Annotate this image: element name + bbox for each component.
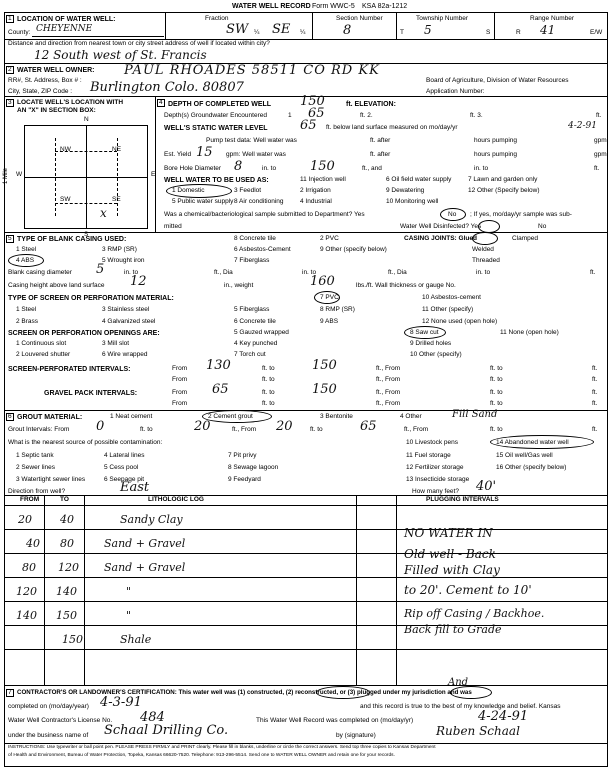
bore-in-to: in. to — [262, 165, 277, 172]
section-3-title-1: LOCATE WELL'S LOCATION WITH — [17, 99, 124, 106]
casing-weight-value[interactable]: 160 — [310, 274, 335, 289]
gravel-ft-to: ft. to — [262, 389, 275, 396]
plug-note[interactable]: Back fill to Grade — [404, 623, 502, 636]
log-row-to[interactable]: 150 — [56, 609, 77, 622]
contam-insecticide[interactable]: 13 Insecticide storage — [406, 476, 470, 483]
casing-in-to-3: in. to — [476, 269, 491, 276]
opening-continuous[interactable]: 1 Continuous slot — [16, 340, 67, 347]
gravel-ft-from-2: ft., From — [376, 400, 401, 407]
screen-fiberglass[interactable]: 5 Fiberglass — [234, 306, 270, 313]
log-row-to[interactable]: 80 — [60, 537, 74, 550]
casing-rmp[interactable]: 3 RMP (SR) — [102, 246, 137, 253]
gw-1-label: 1 — [288, 112, 292, 119]
how-many-label: How many feet? — [412, 488, 459, 495]
grout-ft-from-2: ft., From — [404, 426, 429, 433]
casing-other[interactable]: 9 Other (specify below) — [320, 246, 387, 253]
gravel-ft-to-2: ft. to — [490, 389, 503, 396]
opening-saw-cut[interactable]: 8 Saw cut — [410, 329, 439, 336]
gravel-ft-to-4: ft. to — [490, 400, 503, 407]
and-mark: And — [448, 677, 469, 688]
log-lithologic-header: LITHOLOGIC LOG — [148, 496, 204, 503]
log-row-from[interactable]: 20 — [18, 513, 32, 526]
screen-rmp[interactable]: 8 RMP (SR) — [320, 306, 355, 313]
signature[interactable]: Ruben Schaal — [436, 724, 520, 738]
log-row-from[interactable]: 120 — [16, 585, 37, 598]
casing-diameter-value[interactable]: 5 — [96, 262, 105, 277]
pump-ft-after: ft. after — [370, 137, 391, 144]
grout-from-value[interactable]: 0 — [96, 419, 105, 434]
township-value[interactable]: 5 — [424, 23, 432, 37]
completed-value[interactable]: 4-3-91 — [100, 695, 142, 710]
nw-label: NW — [60, 146, 71, 153]
section-2-title: WATER WELL OWNER: — [17, 67, 95, 74]
log-row-to[interactable]: 150' — [62, 633, 87, 646]
grout-ft-to-2: ft. to — [310, 426, 323, 433]
screen-stainless[interactable]: 3 Stainless steel — [102, 306, 150, 313]
city-label: City, State, ZIP Code : — [8, 88, 73, 95]
screen-steel[interactable]: 1 Steel — [16, 306, 37, 313]
section-1-number: 1 — [8, 15, 12, 22]
perf-from-label: From — [172, 365, 188, 372]
business-label: under the business name of — [8, 732, 89, 739]
perf-intervals-label: SCREEN-PERFORATED INTERVALS: — [8, 366, 131, 373]
application-number-label: Application Number: — [426, 88, 485, 95]
log-row-to[interactable]: 120 — [58, 561, 79, 574]
fraction-label: Fraction — [205, 15, 229, 22]
section-5-number: 5 — [8, 235, 12, 242]
west-label: W — [16, 171, 23, 178]
joint-clamped[interactable]: Clamped — [512, 235, 539, 242]
perf-ft-from: ft., From — [376, 365, 401, 372]
casing-pvc[interactable]: 4 ABS — [16, 257, 35, 264]
log-from-header: FROM — [20, 496, 40, 503]
contam-abandoned[interactable]: 14 Abandoned water well — [496, 439, 569, 446]
joint-welded[interactable]: Welded — [472, 246, 494, 253]
gravel-from-label-2: From — [172, 400, 188, 407]
pump-gpm: gpm — [594, 137, 607, 144]
screen-concrete[interactable]: 6 Concrete tile — [234, 318, 276, 325]
range-value[interactable]: 41 — [540, 23, 556, 37]
bore-diameter-value[interactable]: 8 — [234, 159, 243, 174]
use-other[interactable]: 12 Other (Specify below) — [468, 187, 540, 194]
section-3-title-2: AN "X" IN SECTION BOX: — [17, 107, 96, 114]
casing-abs[interactable]: 5 Wrought iron — [102, 257, 145, 264]
plugged-circle — [450, 686, 492, 699]
use-public[interactable]: 11 Injection well — [300, 176, 346, 183]
grout-neat[interactable]: 1 Neat cement — [110, 413, 153, 420]
chem-no-circle — [440, 208, 466, 221]
abandoned-circle — [490, 435, 594, 449]
contam-other[interactable]: 16 Other (specify below) — [496, 464, 567, 471]
use-monitoring[interactable]: 10 Monitoring well — [386, 198, 439, 205]
casing-joints-label[interactable]: CASING JOINTS: Glued — [404, 235, 477, 242]
contam-oil[interactable]: 15 Oil well/Gas well — [496, 452, 553, 459]
opening-other[interactable]: 10 Other (specify) — [410, 351, 462, 358]
casing-weight-label: in., weight — [224, 282, 254, 289]
grout-intervals-label: Grout Intervals: From — [8, 426, 70, 433]
groundwater-value[interactable]: 65 — [308, 106, 325, 121]
distance-value[interactable]: 12 South west of St. Francis — [34, 48, 207, 62]
screen-asbestos[interactable]: 10 Asbestos-cement — [422, 294, 481, 301]
groundwater-label: Depth(s) Groundwater Encountered — [164, 112, 267, 119]
bore-label: Bore Hole Diameter — [164, 165, 222, 172]
section-4-number: 4 — [159, 99, 163, 106]
grout-ft-from: ft., From — [232, 426, 257, 433]
sw-label: SW — [60, 196, 71, 203]
cement-grout-circle — [202, 410, 272, 423]
quarter-2-value[interactable]: SE — [272, 22, 291, 37]
opening-gauzed[interactable]: 5 Gauzed wrapped — [234, 329, 289, 336]
grout-other[interactable]: 4 Other — [400, 413, 422, 420]
range-label: Range Number — [530, 15, 575, 22]
use-feedlot[interactable]: 3 Feedlot — [234, 187, 262, 194]
screen-other[interactable]: 11 Other (specify) — [422, 306, 474, 313]
contam-lateral[interactable]: 4 Lateral lines — [104, 452, 145, 459]
address-label: RR#, St. Address, Box # : — [8, 77, 82, 84]
screen-brass[interactable]: 2 Brass — [16, 318, 39, 325]
distance-label: Distance and direction from nearest town or city street address of well if located within city? — [8, 40, 270, 47]
perf-ft-to-2: ft. to — [490, 365, 503, 372]
contam-label: What is the nearest source of possible contamination: — [8, 439, 163, 446]
log-row-to[interactable]: 40 — [60, 513, 74, 526]
constructed-circle — [316, 686, 370, 699]
chem-tail: ; If yes, mo/day/yr sample was sub- — [470, 211, 572, 218]
grout-title: GROUT MATERIAL: — [17, 414, 83, 421]
bore-in-to-2: in. to — [474, 165, 489, 172]
plug-note[interactable]: Filled with Clay — [404, 563, 500, 577]
grout-to-value[interactable]: 20 — [194, 419, 211, 434]
use-oil[interactable]: 2 Irrigation — [300, 187, 331, 194]
contam-cess[interactable]: 5 Cess pool — [104, 464, 139, 471]
use-irrigation[interactable]: 5 Public water supply — [172, 198, 234, 205]
contam-septic[interactable]: 1 Septic tank — [16, 452, 54, 459]
static-level-label: WELL'S STATIC WATER LEVEL — [164, 125, 268, 132]
log-to-header: TO — [60, 496, 69, 503]
east-label: E — [151, 171, 156, 178]
yield-hours: hours pumping — [474, 151, 517, 158]
yield-label: Est. Yield — [164, 151, 192, 158]
contam-lagoon[interactable]: 8 Sewage lagoon — [228, 464, 279, 471]
perf-from-value[interactable]: 130 — [206, 358, 231, 373]
pvc-circle — [8, 254, 44, 267]
use-domestic[interactable]: 1 Domestic — [172, 187, 205, 194]
township-s: S — [486, 29, 491, 36]
well-location-mark[interactable]: x — [100, 206, 107, 220]
glued-circle — [472, 232, 498, 245]
casing-concrete[interactable]: 2 PVC — [320, 235, 339, 242]
ne-label: NE — [112, 146, 122, 153]
casing-ft-dia-2: ft., Dia — [388, 269, 407, 276]
casing-ft-end: ft. — [590, 269, 596, 276]
quarter-mark-2: ¼ — [300, 29, 306, 36]
contam-seepage[interactable]: 6 Seepage pit — [104, 476, 145, 483]
plug-note[interactable]: to 20'. Cement to 10' — [404, 583, 532, 597]
gravel-ft-end-2: ft. — [592, 400, 598, 407]
grout-ft-to: ft. to — [140, 426, 153, 433]
certification-text: CONTRACTOR'S OR LANDOWNER'S CERTIFICATION: This water well was (1) constructed, (2) reconstructed, or (3) plugged under my jurisdiction and was — [17, 689, 472, 696]
section-6-number: 6 — [8, 413, 12, 420]
log-row-from[interactable]: 140 — [16, 609, 37, 622]
completed-label: completed on (mo/day/year) — [8, 703, 89, 710]
board-label: Board of Agriculture, Division of Water Resources — [426, 77, 569, 84]
direction-value[interactable]: East — [120, 480, 150, 495]
owner-value[interactable]: PAUL RHOADES 58511 CO RD KK — [124, 63, 380, 78]
instructions-line-1: INSTRUCTIONS: Use typewriter or ball point pen. PLEASE PRESS FIRMLY and PRINT clearly. Please fill in blanks, underline or circle the correct answers. Send top three copies to Kansas Department — [8, 745, 436, 750]
screen-galvanized[interactable]: 4 Galvanized steel — [102, 318, 156, 325]
perf-ft-end-2: ft. — [592, 376, 598, 383]
screen-none[interactable]: 12 None used (open hole) — [422, 318, 498, 325]
disinfected-no[interactable]: No — [538, 223, 547, 230]
perf-ft-end: ft. — [592, 365, 598, 372]
perf-to-value[interactable]: 150 — [312, 358, 337, 373]
grout-ft-to-3: ft. to — [490, 426, 503, 433]
township-label: Township Number — [416, 15, 469, 22]
casing-asbestos[interactable]: 6 Asbestos-Cement — [234, 246, 291, 253]
chem-label: Was a chemical/bacteriological sample submitted to Department? Yes — [164, 211, 365, 218]
contam-pit[interactable]: 7 Pit privy — [228, 452, 257, 459]
bore-to-value[interactable]: 150 — [310, 159, 335, 174]
quarter-1-value[interactable]: SW — [226, 22, 249, 37]
plug-note[interactable]: Old well - Back — [404, 547, 496, 561]
quarter-mark-1: ¼ — [254, 29, 260, 36]
bore-ft-and: ft., and — [362, 165, 382, 172]
opening-wire[interactable]: 4 Key punched — [234, 340, 278, 347]
section-7-number: 7 — [8, 689, 12, 696]
depth-label: DEPTH OF COMPLETED WELL — [168, 101, 272, 108]
license-value[interactable]: 484 — [140, 710, 165, 725]
township-t: T — [400, 29, 404, 36]
gw-2-label: ft. 2. — [360, 112, 373, 119]
static-level-value[interactable]: 65 — [300, 118, 317, 133]
ksa-number: KSA 82a-1212 — [362, 3, 408, 10]
perf-ft-from-2: ft., From — [376, 376, 401, 383]
form-number: Form WWC-5 — [312, 3, 355, 10]
screen-title: TYPE OF SCREEN OR PERFORATION MATERIAL: — [8, 295, 174, 302]
grout-to2-value[interactable]: 65 — [360, 419, 377, 434]
certification-text-2: and this record is true to the best of my knowledge and belief. Kansas — [360, 703, 561, 710]
chem-no[interactable]: No — [448, 211, 457, 218]
grout-from2-value[interactable]: 20 — [276, 419, 293, 434]
log-row-from[interactable]: 40 — [26, 537, 40, 550]
contam-livestock[interactable]: 10 Livestock pens — [406, 439, 459, 446]
direction-label: Direction from well? — [8, 488, 66, 495]
elevation-label: ft. ELEVATION: — [346, 101, 396, 108]
casing-height-value[interactable]: 12 — [130, 274, 147, 289]
contam-feedyard[interactable]: 9 Feedyard — [228, 476, 261, 483]
county-value[interactable]: CHEYENNE — [36, 24, 93, 34]
screen-pvc-circle — [314, 291, 340, 304]
log-row-desc[interactable]: Sandy Clay — [120, 513, 183, 526]
joint-threaded[interactable]: Threaded — [472, 257, 500, 264]
contam-fuel[interactable]: 11 Fuel storage — [406, 452, 451, 459]
gravel-ft-to-3: ft. to — [262, 400, 275, 407]
depth-value[interactable]: 150 — [300, 94, 325, 109]
log-row-desc[interactable]: Shale — [120, 633, 152, 646]
log-row-desc[interactable]: " — [126, 609, 132, 622]
gravel-to-value[interactable]: 150 — [312, 382, 337, 397]
casing-fiberglass[interactable]: 7 Fiberglass — [234, 257, 270, 264]
gravel-ft-end: ft. — [592, 389, 598, 396]
contam-sewer[interactable]: 2 Sewer lines — [16, 464, 56, 471]
screen-pvc[interactable]: 7 PVC — [320, 294, 339, 301]
section-number-value[interactable]: 8 — [343, 23, 352, 38]
yield-value[interactable]: 15 — [196, 145, 213, 160]
section-3-number: 3 — [8, 99, 12, 106]
form-title: WATER WELL RECORD — [232, 3, 311, 10]
gravel-ft-from: ft., From — [376, 389, 401, 396]
range-ew: E/W — [590, 29, 603, 36]
section-2-number: 2 — [8, 66, 12, 73]
log-row-to[interactable]: 140 — [56, 585, 77, 598]
section-box-grid[interactable] — [24, 125, 148, 229]
use-air[interactable]: 6 Oil field water supply — [386, 176, 452, 183]
grout-ft-end: ft. — [592, 426, 598, 433]
static-tail: ft. below land surface measured on mo/day/yr — [326, 124, 458, 131]
section-number-label: Section Number — [336, 15, 383, 22]
casing-in-to-2: in. to — [302, 269, 317, 276]
grout-other-value[interactable]: Fill Sand — [452, 409, 498, 420]
contam-watertight[interactable]: 3 Watertight sewer lines — [16, 476, 86, 483]
use-injection[interactable]: 7 Lawn and garden only — [468, 176, 538, 183]
casing-diameter-label: Blank casing diameter — [8, 269, 72, 276]
use-industrial[interactable]: 8 Air conditioning — [234, 198, 284, 205]
opening-key[interactable]: 6 Wire wrapped — [102, 351, 148, 358]
county-label: County: — [8, 29, 31, 36]
screen-abs[interactable]: 9 ABS — [320, 318, 339, 325]
section-1-title: LOCATION OF WATER WELL: — [17, 16, 116, 23]
log-row-desc[interactable]: Sand + Gravel — [104, 561, 186, 574]
opening-louvered[interactable]: 2 Louvered shutter — [16, 351, 71, 358]
use-title: WELL WATER TO BE USED AS: — [164, 177, 269, 184]
log-row-from[interactable]: 80 — [22, 561, 36, 574]
grout-cement[interactable]: 2 Cement grout — [208, 413, 253, 420]
opening-mill[interactable]: 3 Mill slot — [102, 340, 130, 347]
casing-wrought[interactable]: 8 Concrete tile — [234, 235, 276, 242]
disinfected-yes[interactable]: Water Well Disinfected? Yes — [400, 223, 482, 230]
gravel-label: GRAVEL PACK INTERVALS: — [44, 390, 138, 397]
log-row-desc[interactable]: Sand + Gravel — [104, 537, 186, 550]
feet-value[interactable]: 40' — [476, 479, 497, 494]
casing-in-to-1: in. to — [124, 269, 139, 276]
opening-drilled[interactable]: 9 Drilled holes — [410, 340, 452, 347]
perf-from-label-2: From — [172, 376, 188, 383]
use-lawn[interactable]: 4 Industrial — [300, 198, 332, 205]
city-value[interactable]: Burlington Colo. 80807 — [90, 80, 244, 95]
opening-none[interactable]: 11 None (open hole) — [500, 329, 559, 336]
chem-mitted: mitted — [164, 223, 182, 230]
log-plugging-header: PLUGGING INTERVALS — [426, 496, 499, 503]
yield-gpm: gpm — [594, 151, 607, 158]
gravel-from-value[interactable]: 65 — [212, 382, 229, 397]
yield-unit: gpm: Well water was — [226, 151, 286, 158]
saw-cut-circle — [404, 326, 446, 339]
perf-ft-to-4: ft. to — [490, 376, 503, 383]
gw-ft: ft. — [596, 112, 602, 119]
pump-test-label: Pump test data: Well water was — [206, 137, 297, 144]
north-label: N — [84, 116, 89, 123]
domestic-circle — [166, 184, 232, 198]
casing-steel[interactable]: 1 Steel — [16, 246, 37, 253]
business-value[interactable]: Schaal Drilling Co. — [104, 723, 229, 738]
bore-ft: ft. — [594, 165, 600, 172]
casing-title: TYPE OF BLANK CASING USED: — [17, 236, 127, 243]
casing-weight-tail: lbs./ft. Wall thickness or gauge No. — [356, 282, 456, 289]
casing-height-label: Casing height above land surface — [8, 282, 105, 289]
record-completed-label: This Water Well Record was completed on (mo/day/yr) — [256, 717, 414, 724]
casing-ft-dia-1: ft., Dia — [214, 269, 233, 276]
gw-3-label: ft. 3. — [470, 112, 483, 119]
pump-hours: hours pumping — [474, 137, 517, 144]
perf-ft-to: ft. to — [262, 365, 275, 372]
plug-note[interactable]: Rip off Casing / Backhoe. — [404, 607, 545, 620]
signature-label: by (signature) — [336, 732, 376, 739]
mile-label: 1 Mile — [3, 167, 9, 184]
grout-bentonite[interactable]: 3 Bentonite — [320, 413, 353, 420]
contam-fertilizer[interactable]: 12 Fertilizer storage — [406, 464, 464, 471]
gravel-from-label: From — [172, 389, 188, 396]
perf-ft-to-3: ft. to — [262, 376, 275, 383]
south-label: S — [84, 231, 89, 238]
license-label: Water Well Contractor's License No. — [8, 717, 113, 724]
yield-ft-after: ft. after — [370, 151, 391, 158]
static-date-value[interactable]: 4-2-91 — [568, 121, 597, 131]
record-completed-value[interactable]: 4-24-91 — [478, 709, 529, 724]
use-dewatering[interactable]: 9 Dewatering — [386, 187, 425, 194]
opening-torch[interactable]: 7 Torch cut — [234, 351, 266, 358]
log-row-desc[interactable]: " — [126, 585, 132, 598]
openings-title: SCREEN OR PERFORATION OPENINGS ARE: — [8, 330, 160, 337]
se-label: SE — [112, 196, 121, 203]
instructions-line-2: of Health and Environment, Bureau of Water Protection, Topeka, Kansas 66620-7520. Telephone: 913-296-5514. Send one to WATER WELL OWNER and retain one for your records. — [8, 753, 395, 758]
plug-note[interactable]: NO WATER IN — [404, 526, 493, 540]
range-r: R — [516, 29, 521, 36]
